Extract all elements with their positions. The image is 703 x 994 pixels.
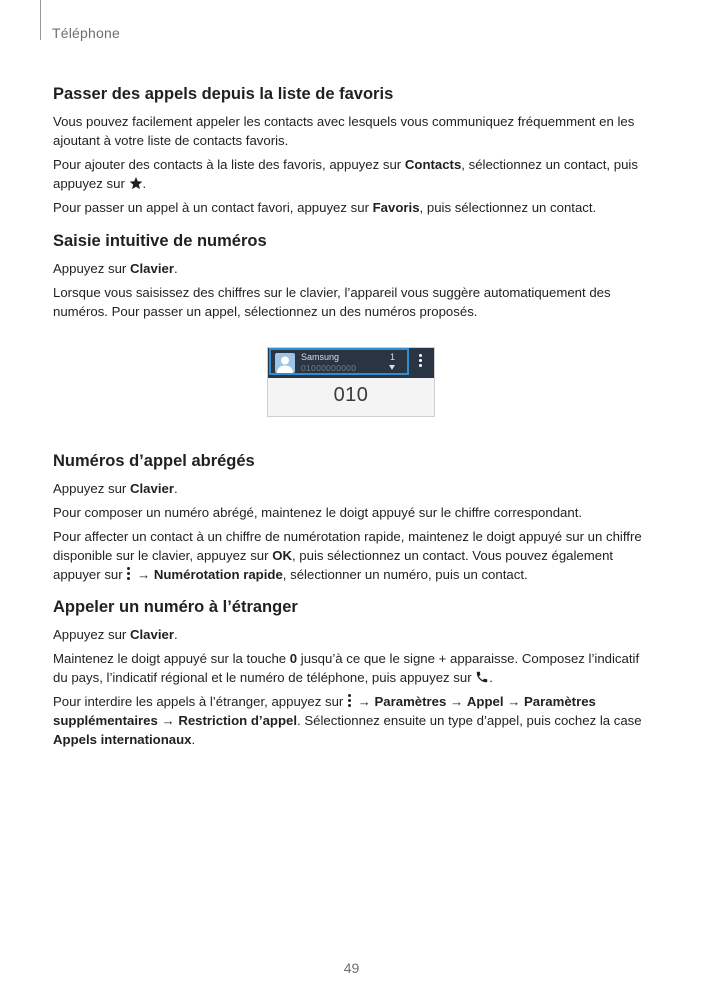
section-title-international: Appeler un numéro à l’étranger bbox=[53, 598, 298, 616]
suggested-contact[interactable] bbox=[269, 348, 409, 375]
page-content bbox=[53, 80, 653, 749]
clavier-label: Clavier bbox=[129, 261, 174, 276]
contact-avatar-icon bbox=[275, 353, 295, 373]
header-rule bbox=[40, 0, 41, 40]
expand-arrow-icon bbox=[389, 365, 395, 370]
section-title-speed-dial: Numéros d’appel abrégés bbox=[53, 452, 255, 470]
speed-dial-paragraph-2: Pour composer un numéro abrégé, maintenez le doigt appuyé sur le chiffre correspondant. bbox=[53, 505, 583, 520]
more-options-icon[interactable] bbox=[419, 354, 422, 369]
favorites-paragraph-1: Vous pouvez facilement appeler les contacts avec lesquels vous communiquez fréquemment en les ajoutant à votre liste de contacts favoris. bbox=[53, 114, 635, 148]
numerotation-rapide-label: Numérotation rapide bbox=[153, 567, 283, 582]
favorites-paragraph-3: Pour passer un appel à un contact favori, appuyez sur Favoris, puis sélectionnez un contact. bbox=[53, 200, 597, 215]
international-paragraph-1: Appuyez sur Clavier. bbox=[53, 627, 178, 642]
parametres-supplementaires-label: Paramètres supplémentaires bbox=[53, 694, 596, 728]
international-paragraph-2: Maintenez le doigt appuyé sur la touche 0 jusqu’à ce que le signe + apparaisse. Composez l’indicatif du pays, l’indicatif régional et le numéro de téléphone, puis appuyez sur . bbox=[53, 651, 640, 685]
dialed-digits: 010 bbox=[333, 384, 369, 406]
clavier-label: Clavier bbox=[129, 481, 174, 496]
favoris-label: Favoris bbox=[372, 200, 420, 215]
speed-dial-paragraph-1: Appuyez sur Clavier. bbox=[53, 481, 178, 496]
intuitive-paragraph-2: Lorsque vous saisissez des chiffres sur le clavier, l’appareil vous suggère automatiquement des numéros. Pour passer un appel, sélectionnez un des numéros proposés. bbox=[53, 285, 611, 319]
section-title-favorites: Passer des appels depuis la liste de favoris bbox=[53, 85, 394, 103]
zero-key-label: 0 bbox=[289, 651, 298, 666]
favorites-paragraph-2: Pour ajouter des contacts à la liste des favoris, appuyez sur Contacts, sélectionnez un contact, puis appuyez sur . bbox=[53, 157, 638, 191]
appel-label: Appel bbox=[466, 694, 504, 709]
ok-label: OK bbox=[272, 548, 292, 563]
appels-internationaux-label: Appels internationaux bbox=[53, 732, 192, 747]
contact-number: 01000000000 bbox=[301, 363, 357, 373]
suggestion-count: 1 bbox=[390, 352, 396, 362]
contacts-label: Contacts bbox=[404, 157, 462, 172]
restriction-appel-label: Restriction d’appel bbox=[178, 713, 298, 728]
star-icon bbox=[129, 177, 143, 190]
more-options-icon bbox=[127, 567, 131, 582]
intuitive-paragraph-1: Appuyez sur Clavier. bbox=[53, 261, 178, 276]
more-options-icon bbox=[348, 694, 352, 709]
phone-icon bbox=[475, 670, 489, 684]
contact-name: Samsung bbox=[301, 352, 340, 362]
speed-dial-paragraph-3: Pour affecter un contact à un chiffre de numérotation rapide, maintenez le doigt appuyé sur un chiffre disponible sur le clavier, appuyez sur OK, puis sélectionnez un contact. Vous pouvez également appuyer sur → Numérotation rapide, sélectionner un numéro, puis un contact. bbox=[53, 529, 642, 582]
parametres-label: Paramètres bbox=[374, 694, 447, 709]
page-number: 49 bbox=[343, 960, 360, 976]
running-header: Téléphone bbox=[52, 25, 120, 41]
international-paragraph-3: Pour interdire les appels à l’étranger, appuyez sur → Paramètres → Appel → Paramètres supplémentaires → Restriction d’appel. Sélectionnez ensuite un type d’appel, puis cochez la case Appels internationaux. bbox=[53, 694, 642, 747]
dialer-screenshot bbox=[267, 347, 435, 417]
section-title-intuitive-dialing: Saisie intuitive de numéros bbox=[53, 232, 267, 250]
clavier-label: Clavier bbox=[129, 627, 174, 642]
